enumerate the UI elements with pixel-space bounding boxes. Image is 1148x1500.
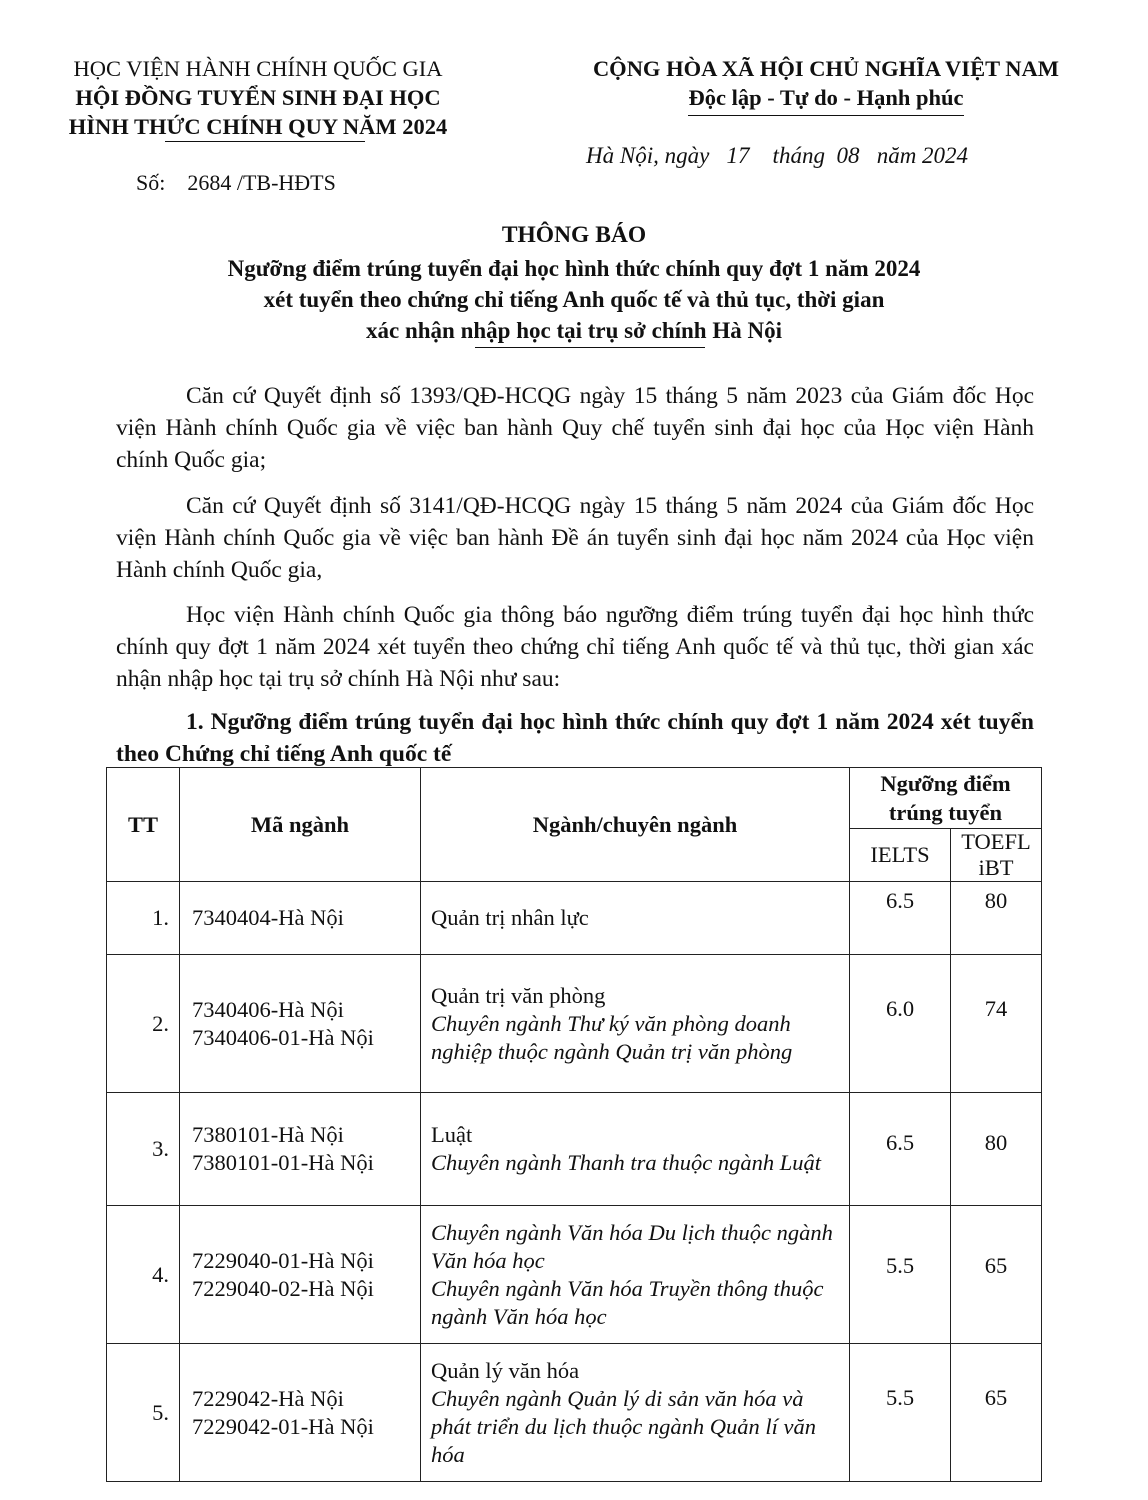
code-line: 7340406-01-Hà Nội (192, 1024, 374, 1050)
national-title: CỘNG HÒA XÃ HỘI CHỦ NGHĨA VIỆT NAM (592, 56, 1060, 81)
issuer-underline (165, 141, 365, 142)
major-name: Quản trị nhân lực (431, 905, 589, 930)
threshold-table (106, 767, 1042, 1482)
row-ielts: 6.0 (850, 955, 951, 1093)
row-code (180, 955, 421, 1093)
table-header-row (107, 768, 1042, 829)
paragraph-legal-basis-2 (116, 490, 1034, 590)
row-code (180, 1344, 421, 1482)
header-toefl: TOEFL iBT (951, 829, 1042, 882)
row-tt: 4. (107, 1206, 180, 1344)
table-row (107, 1206, 1042, 1344)
code-line: 7340406-Hà Nội (192, 996, 344, 1022)
row-major (421, 1206, 850, 1344)
title-notice: THÔNG BÁO (501, 222, 647, 248)
paragraph-announcement (116, 599, 1034, 699)
row-major (421, 882, 850, 955)
row-toefl: 80 (951, 882, 1042, 955)
issuer-academy: HỌC VIỆN HÀNH CHÍNH QUỐC GIA (73, 56, 443, 81)
row-toefl: 80 (951, 1093, 1042, 1206)
table-row (107, 1093, 1042, 1206)
title-line-4: xác nhận nhập học tại trụ sở chính Hà Nội (366, 318, 782, 343)
header-threshold-line1: Ngưỡng điểm (880, 771, 1011, 796)
code-line: 7340404-Hà Nội (192, 905, 344, 930)
header-code: Mã ngành (180, 768, 421, 882)
row-toefl: 65 (951, 1206, 1042, 1344)
paragraph-legal-basis-1 (116, 380, 1034, 480)
title-line-3: xét tuyển theo chứng chỉ tiếng Anh quốc tế và thủ tục, thời gian (263, 287, 885, 312)
issuer-program: HÌNH THỨC CHÍNH QUY NĂM 2024 (68, 114, 448, 139)
code-line: 7229042-Hà Nội (192, 1385, 344, 1411)
code-line: 7229042-01-Hà Nội (192, 1413, 374, 1439)
header-threshold (850, 768, 1042, 829)
specialization-name: Chuyên ngành Thanh tra thuộc ngành Luật (431, 1150, 822, 1175)
row-code (180, 1093, 421, 1206)
header-tt: TT (107, 768, 180, 882)
row-tt: 1. (107, 882, 180, 955)
row-major (421, 955, 850, 1093)
code-line: 7229040-02-Hà Nội (192, 1275, 374, 1301)
table-row (107, 955, 1042, 1093)
header-threshold-line2: trúng tuyển (888, 800, 1003, 825)
row-code (180, 882, 421, 955)
issuer-council: HỘI ĐỒNG TUYỂN SINH ĐẠI HỌC (75, 85, 441, 110)
row-tt: 3. (107, 1093, 180, 1206)
title-line-2: Ngưỡng điểm trúng tuyển đại học hình thức chính quy đợt 1 năm 2024 (227, 256, 921, 281)
code-line: 7380101-Hà Nội (192, 1122, 344, 1147)
header-major: Ngành/chuyên ngành (421, 768, 850, 882)
row-major (421, 1344, 850, 1482)
major-name: Luật (431, 1122, 473, 1147)
row-ielts: 6.5 (850, 1093, 951, 1206)
document-number: Số: 2684 /TB-HĐTS (136, 170, 336, 195)
row-toefl: 65 (951, 1344, 1042, 1482)
issuer-block (30, 54, 486, 141)
row-code (180, 1206, 421, 1344)
row-ielts: 5.5 (850, 1206, 951, 1344)
code-line: 7229040-01-Hà Nội (192, 1247, 374, 1273)
major-name: Quản trị văn phòng (431, 982, 606, 1008)
row-tt: 2. (107, 955, 180, 1093)
table-row (107, 882, 1042, 955)
row-ielts: 5.5 (850, 1344, 951, 1482)
paragraph-text: Căn cứ Quyết định số 3141/QĐ-HCQG ngày 15 tháng 5 năm 2024 của Giám đốc Học viện Hành chính Quốc gia về việc ban hành Đề án tuyển sinh đại học năm 2024 của Học viện Hành chính Quốc gia, (116, 493, 1034, 583)
title-underline (475, 347, 705, 348)
document-title (60, 220, 1088, 346)
national-motto: Độc lập - Tự do - Hạnh phúc (688, 83, 963, 116)
row-ielts: 6.5 (850, 882, 951, 955)
row-major (421, 1093, 850, 1206)
national-heading (536, 54, 1116, 116)
document-date: Hà Nội, ngày 17 tháng 08 năm 2024 (586, 143, 969, 168)
specialization-name: Chuyên ngành Thư ký văn phòng doanh nghiệp thuộc ngành Quản trị văn phòng (431, 1010, 793, 1064)
specialization-name: Chuyên ngành Quản lý di sản văn hóa và phát triển du lịch thuộc ngành Quản lí văn hóa (431, 1385, 816, 1467)
section-heading-1 (116, 706, 1034, 774)
table-row (107, 1344, 1042, 1482)
row-toefl: 74 (951, 955, 1042, 1093)
major-name: Quản lý văn hóa (431, 1357, 580, 1383)
row-tt: 5. (107, 1344, 180, 1482)
header-ielts: IELTS (850, 829, 951, 882)
paragraph-text: Căn cứ Quyết định số 1393/QĐ-HCQG ngày 15 tháng 5 năm 2023 của Giám đốc Học viện Hành chính Quốc gia về việc ban hành Quy chế tuyển sinh đại học của Học viện Hành chính Quốc gia; (116, 383, 1034, 473)
section-text: 1. Ngưỡng điểm trúng tuyển đại học hình thức chính quy đợt 1 năm 2024 xét tuyển theo Chứng chỉ tiếng Anh quốc tế (116, 709, 1034, 767)
code-line: 7380101-01-Hà Nội (192, 1150, 374, 1175)
paragraph-text: Học viện Hành chính Quốc gia thông báo ngưỡng điểm trúng tuyển đại học hình thức chính quy đợt 1 năm 2024 xét tuyển theo chứng chỉ tiếng Anh quốc tế và thủ tục, thời gian xác nhận nhập học tại trụ sở chính Hà Nội như sau: (116, 602, 1034, 692)
specialization-name: Chuyên ngành Văn hóa Du lịch thuộc ngành Văn hóa học (431, 1219, 833, 1273)
specialization-name: Chuyên ngành Văn hóa Truyền thông thuộc ngành Văn hóa học (431, 1275, 824, 1329)
